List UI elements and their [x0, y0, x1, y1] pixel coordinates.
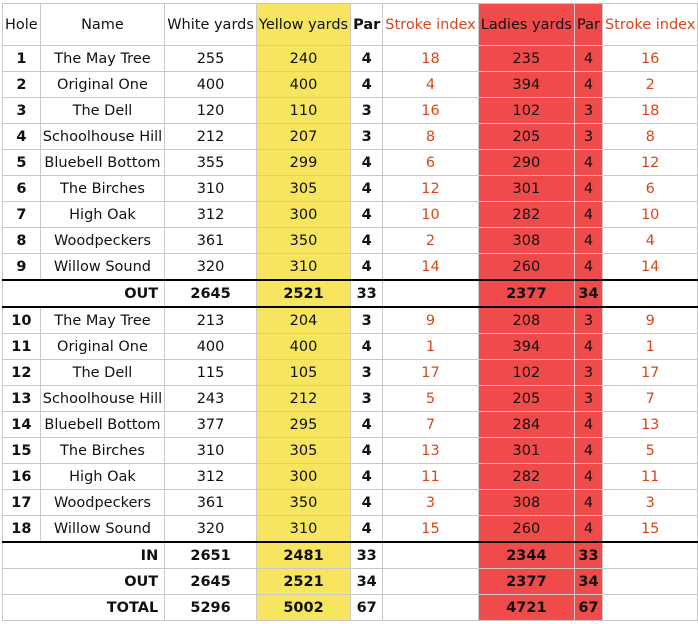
summary-par: 33 [351, 542, 383, 569]
white-yards: 320 [165, 254, 257, 281]
summary-stroke-index [383, 542, 478, 569]
hole-row [3, 98, 698, 124]
yellow-yards: 350 [256, 490, 350, 516]
header-row [3, 4, 698, 46]
stroke-index: 13 [383, 438, 478, 464]
hole-row [3, 202, 698, 228]
summary-label: OUT [3, 569, 165, 595]
summary-yellow-yards: 2521 [256, 280, 350, 307]
hole-name: Woodpeckers [40, 490, 164, 516]
hole-name: The May Tree [40, 307, 164, 334]
yellow-yards: 240 [256, 46, 350, 72]
ladies-yards: 235 [478, 46, 574, 72]
ladies-stroke-index: 4 [602, 228, 697, 254]
hole-name: Willow Sound [40, 516, 164, 543]
hole-number: 3 [3, 98, 41, 124]
stroke-index: 11 [383, 464, 478, 490]
ladies-yards: 260 [478, 516, 574, 543]
ladies-stroke-index: 6 [602, 176, 697, 202]
header-yellow-yards: Yellow yards [256, 4, 350, 46]
white-yards: 400 [165, 334, 257, 360]
stroke-index: 8 [383, 124, 478, 150]
ladies-yards: 205 [478, 124, 574, 150]
summary-stroke-index [383, 280, 478, 307]
white-yards: 310 [165, 438, 257, 464]
ladies-yards: 102 [478, 98, 574, 124]
ladies-stroke-index: 5 [602, 438, 697, 464]
hole-number: 14 [3, 412, 41, 438]
yellow-yards: 299 [256, 150, 350, 176]
par: 4 [351, 202, 383, 228]
ladies-stroke-index: 17 [602, 360, 697, 386]
hole-row [3, 228, 698, 254]
ladies-stroke-index: 7 [602, 386, 697, 412]
ladies-yards: 282 [478, 202, 574, 228]
summary-row [3, 542, 698, 569]
hole-name: The Birches [40, 176, 164, 202]
summary-ladies-yards: 2377 [478, 569, 574, 595]
stroke-index: 4 [383, 72, 478, 98]
white-yards: 213 [165, 307, 257, 334]
hole-name: The May Tree [40, 46, 164, 72]
hole-row [3, 176, 698, 202]
hole-name: Original One [40, 334, 164, 360]
hole-name: Schoolhouse Hill [40, 386, 164, 412]
stroke-index: 7 [383, 412, 478, 438]
summary-white-yards: 5296 [165, 595, 257, 621]
summary-ladies-yards: 4721 [478, 595, 574, 621]
par: 3 [351, 360, 383, 386]
summary-white-yards: 2651 [165, 542, 257, 569]
ladies-par: 4 [574, 150, 602, 176]
hole-row [3, 438, 698, 464]
summary-yellow-yards: 2521 [256, 569, 350, 595]
summary-stroke-index [383, 595, 478, 621]
ladies-par: 4 [574, 490, 602, 516]
summary-par: 34 [351, 569, 383, 595]
yellow-yards: 105 [256, 360, 350, 386]
ladies-stroke-index: 16 [602, 46, 697, 72]
stroke-index: 5 [383, 386, 478, 412]
summary-row [3, 569, 698, 595]
hole-number: 7 [3, 202, 41, 228]
ladies-par: 4 [574, 412, 602, 438]
stroke-index: 16 [383, 98, 478, 124]
stroke-index: 17 [383, 360, 478, 386]
hole-number: 10 [3, 307, 41, 334]
ladies-stroke-index: 12 [602, 150, 697, 176]
par: 3 [351, 98, 383, 124]
yellow-yards: 310 [256, 254, 350, 281]
header-hole: Hole [3, 4, 41, 46]
stroke-index: 6 [383, 150, 478, 176]
ladies-yards: 208 [478, 307, 574, 334]
par: 4 [351, 490, 383, 516]
yellow-yards: 400 [256, 334, 350, 360]
hole-row [3, 386, 698, 412]
ladies-stroke-index: 15 [602, 516, 697, 543]
par: 4 [351, 516, 383, 543]
ladies-stroke-index: 3 [602, 490, 697, 516]
yellow-yards: 300 [256, 202, 350, 228]
white-yards: 120 [165, 98, 257, 124]
ladies-par: 4 [574, 334, 602, 360]
yellow-yards: 204 [256, 307, 350, 334]
header-par: Par [351, 4, 383, 46]
hole-row [3, 150, 698, 176]
ladies-yards: 282 [478, 464, 574, 490]
hole-row [3, 464, 698, 490]
par: 4 [351, 72, 383, 98]
ladies-par: 4 [574, 202, 602, 228]
stroke-index: 2 [383, 228, 478, 254]
hole-name: Willow Sound [40, 254, 164, 281]
header-name: Name [40, 4, 164, 46]
ladies-yards: 308 [478, 228, 574, 254]
ladies-par: 4 [574, 72, 602, 98]
summary-ladies-stroke-index [602, 569, 697, 595]
scorecard-body [3, 4, 698, 621]
ladies-stroke-index: 18 [602, 98, 697, 124]
hole-row [3, 254, 698, 281]
header-white-yards: White yards [165, 4, 257, 46]
white-yards: 115 [165, 360, 257, 386]
hole-name: The Birches [40, 438, 164, 464]
par: 3 [351, 307, 383, 334]
summary-yellow-yards: 2481 [256, 542, 350, 569]
hole-row [3, 46, 698, 72]
white-yards: 400 [165, 72, 257, 98]
summary-ladies-yards: 2344 [478, 542, 574, 569]
summary-stroke-index [383, 569, 478, 595]
hole-number: 12 [3, 360, 41, 386]
scorecard-table [2, 3, 698, 621]
summary-label: OUT [3, 280, 165, 307]
summary-ladies-par: 34 [574, 280, 602, 307]
yellow-yards: 400 [256, 72, 350, 98]
hole-number: 18 [3, 516, 41, 543]
ladies-stroke-index: 9 [602, 307, 697, 334]
stroke-index: 12 [383, 176, 478, 202]
ladies-par: 3 [574, 307, 602, 334]
white-yards: 255 [165, 46, 257, 72]
yellow-yards: 207 [256, 124, 350, 150]
par: 4 [351, 228, 383, 254]
yellow-yards: 212 [256, 386, 350, 412]
yellow-yards: 110 [256, 98, 350, 124]
ladies-stroke-index: 8 [602, 124, 697, 150]
white-yards: 243 [165, 386, 257, 412]
yellow-yards: 350 [256, 228, 350, 254]
ladies-par: 4 [574, 464, 602, 490]
ladies-par: 3 [574, 360, 602, 386]
header-stroke-index: Stroke index [383, 4, 478, 46]
ladies-par: 3 [574, 124, 602, 150]
hole-number: 9 [3, 254, 41, 281]
summary-ladies-par: 34 [574, 569, 602, 595]
par: 3 [351, 124, 383, 150]
par: 4 [351, 254, 383, 281]
ladies-yards: 290 [478, 150, 574, 176]
white-yards: 355 [165, 150, 257, 176]
ladies-stroke-index: 2 [602, 72, 697, 98]
white-yards: 212 [165, 124, 257, 150]
summary-white-yards: 2645 [165, 280, 257, 307]
summary-yellow-yards: 5002 [256, 595, 350, 621]
hole-name: Woodpeckers [40, 228, 164, 254]
par: 4 [351, 464, 383, 490]
hole-name: Original One [40, 72, 164, 98]
stroke-index: 15 [383, 516, 478, 543]
hole-row [3, 334, 698, 360]
hole-number: 4 [3, 124, 41, 150]
ladies-yards: 102 [478, 360, 574, 386]
hole-number: 11 [3, 334, 41, 360]
header-ladies-par: Par [574, 4, 602, 46]
hole-row [3, 72, 698, 98]
white-yards: 312 [165, 202, 257, 228]
summary-ladies-stroke-index [602, 280, 697, 307]
white-yards: 361 [165, 228, 257, 254]
yellow-yards: 310 [256, 516, 350, 543]
par: 4 [351, 46, 383, 72]
hole-number: 5 [3, 150, 41, 176]
par: 3 [351, 386, 383, 412]
summary-par: 67 [351, 595, 383, 621]
hole-number: 8 [3, 228, 41, 254]
hole-name: Bluebell Bottom [40, 150, 164, 176]
summary-row [3, 595, 698, 621]
ladies-yards: 205 [478, 386, 574, 412]
ladies-yards: 394 [478, 72, 574, 98]
hole-row [3, 516, 698, 543]
yellow-yards: 305 [256, 438, 350, 464]
summary-ladies-par: 67 [574, 595, 602, 621]
hole-number: 16 [3, 464, 41, 490]
hole-name: The Dell [40, 98, 164, 124]
summary-ladies-stroke-index [602, 595, 697, 621]
ladies-yards: 301 [478, 176, 574, 202]
summary-ladies-yards: 2377 [478, 280, 574, 307]
hole-number: 2 [3, 72, 41, 98]
ladies-par: 4 [574, 516, 602, 543]
yellow-yards: 295 [256, 412, 350, 438]
header-ladies-yards: Ladies yards [478, 4, 574, 46]
ladies-par: 4 [574, 46, 602, 72]
ladies-yards: 301 [478, 438, 574, 464]
summary-row [3, 280, 698, 307]
hole-name: High Oak [40, 202, 164, 228]
ladies-yards: 260 [478, 254, 574, 281]
white-yards: 377 [165, 412, 257, 438]
ladies-par: 4 [574, 228, 602, 254]
par: 4 [351, 150, 383, 176]
hole-number: 6 [3, 176, 41, 202]
hole-row [3, 490, 698, 516]
hole-name: Schoolhouse Hill [40, 124, 164, 150]
ladies-par: 3 [574, 386, 602, 412]
ladies-par: 4 [574, 254, 602, 281]
white-yards: 312 [165, 464, 257, 490]
stroke-index: 14 [383, 254, 478, 281]
hole-name: High Oak [40, 464, 164, 490]
ladies-yards: 308 [478, 490, 574, 516]
yellow-yards: 300 [256, 464, 350, 490]
ladies-stroke-index: 13 [602, 412, 697, 438]
stroke-index: 10 [383, 202, 478, 228]
ladies-par: 4 [574, 176, 602, 202]
par: 4 [351, 334, 383, 360]
ladies-par: 3 [574, 98, 602, 124]
summary-ladies-par: 33 [574, 542, 602, 569]
ladies-stroke-index: 11 [602, 464, 697, 490]
hole-number: 15 [3, 438, 41, 464]
stroke-index: 18 [383, 46, 478, 72]
summary-par: 33 [351, 280, 383, 307]
par: 4 [351, 438, 383, 464]
stroke-index: 1 [383, 334, 478, 360]
hole-row [3, 124, 698, 150]
stroke-index: 9 [383, 307, 478, 334]
header-ladies-stroke-index: Stroke index [602, 4, 697, 46]
par: 4 [351, 176, 383, 202]
hole-row [3, 412, 698, 438]
ladies-par: 4 [574, 438, 602, 464]
ladies-stroke-index: 1 [602, 334, 697, 360]
yellow-yards: 305 [256, 176, 350, 202]
hole-row [3, 307, 698, 334]
hole-number: 13 [3, 386, 41, 412]
white-yards: 310 [165, 176, 257, 202]
hole-name: The Dell [40, 360, 164, 386]
hole-row [3, 360, 698, 386]
summary-label: TOTAL [3, 595, 165, 621]
stroke-index: 3 [383, 490, 478, 516]
summary-white-yards: 2645 [165, 569, 257, 595]
ladies-stroke-index: 14 [602, 254, 697, 281]
hole-number: 17 [3, 490, 41, 516]
summary-label: IN [3, 542, 165, 569]
ladies-yards: 284 [478, 412, 574, 438]
white-yards: 361 [165, 490, 257, 516]
white-yards: 320 [165, 516, 257, 543]
summary-ladies-stroke-index [602, 542, 697, 569]
ladies-yards: 394 [478, 334, 574, 360]
hole-name: Bluebell Bottom [40, 412, 164, 438]
hole-number: 1 [3, 46, 41, 72]
par: 4 [351, 412, 383, 438]
ladies-stroke-index: 10 [602, 202, 697, 228]
